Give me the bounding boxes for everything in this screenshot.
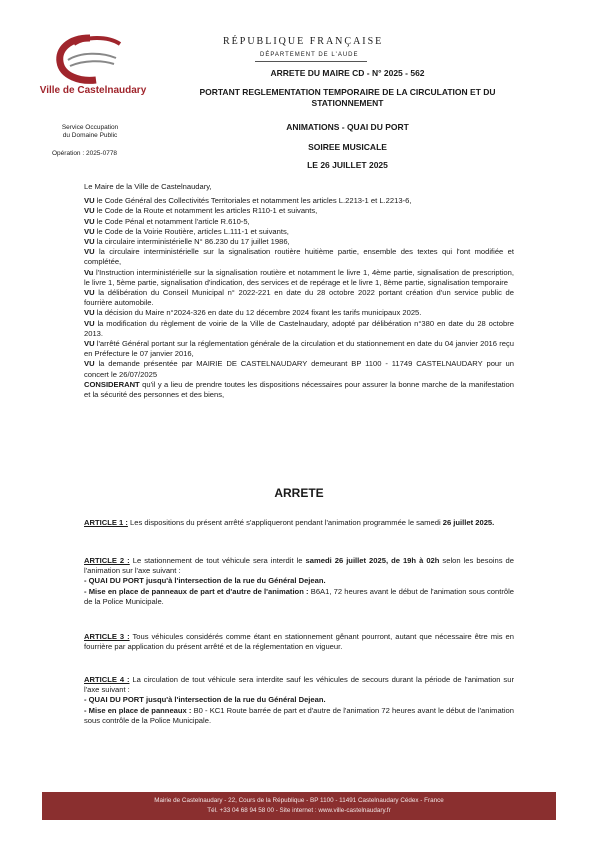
divider: [255, 61, 367, 62]
vu-item: VU le Code de la Voirie Routière, articles L.111-1 et suivants,: [84, 226, 289, 236]
vu-item: VU l'arrêté Général portant sur la réglementation générale de la circulation et du stationnement en date du 04 janvier 2016 reçu en Préfecture le 07 janvier 2016,: [84, 339, 514, 359]
arrete-title: PORTANT REGLEMENTATION TEMPORAIRE DE LA CIRCULATION ET DU STATIONNEMENT: [199, 87, 496, 108]
article-4: ARTICLE 4 : La circulation de tout véhicule sera interdite sauf les véhicules de secours durant la période de l'animation sur l'axe suivant : - QUAI DU PORT jusqu'à l'intersection de la rue du Général Dejean. - Mise en place de panneaux : B0 - KC1 Route barrée de part et d'autre de l'animation 72 heures avant le début de l'animation sous contrôle de la Police Municipale.: [84, 675, 514, 725]
intro: Le Maire de la Ville de Castelnaudary,: [84, 182, 212, 191]
arrete-subject: ANIMATIONS - QUAI DU PORT: [286, 122, 409, 132]
service-name: Service Occupation du Domaine Public: [61, 124, 119, 139]
article-1: ARTICLE 1 : Les dispositions du présent arrêté s'appliqueront pendant l'animation programmée le samedi 26 juillet 2025.: [84, 518, 495, 527]
operation-number: Opération : 2025-0778: [52, 150, 118, 157]
vu-item: Vu l'Instruction interministérielle sur la signalisation routière et notamment le livre 1, 4ème partie, signalisation de prescription, le livre 1, 5ème partie, signalisation d'indication, des services et de repérage et le livre 1, 8ème partie, signalisation temporaire: [84, 267, 514, 287]
preamble: [84, 182, 514, 400]
vu-item: VU le Code Pénal et notamment l'article R.610-5,: [84, 216, 250, 226]
vu-item: VU le Code de la Route et notamment les articles R110-1 et suivants,: [84, 206, 318, 216]
arrete-heading: ARRETE: [274, 486, 324, 500]
vu-list: [84, 196, 514, 400]
vu-item: CONSIDERANT qu'il y a lieu de prendre toutes les dispositions nécessaires pour assurer la bonne marche de la manifestation et la sécurité des personnes et des biens,: [84, 379, 514, 400]
vu-item: VU la décision du Maire n°2024-326 en date du 12 décembre 2024 fixant les tarifs municipaux 2025.: [84, 308, 422, 318]
vu-item: VU la circulaire interministérielle sur la signalisation routière huitième partie, ensemble des textes qui l'ont modifiée et complétée,: [84, 247, 514, 267]
departement-label: DÉPARTEMENT DE L'AUDE: [260, 52, 359, 58]
footer-contact: Tél. +33 04 68 94 58 00 - Site internet : www.ville-castelnaudary.fr: [207, 807, 391, 814]
article-2: ARTICLE 2 : Le stationnement de tout véhicule sera interdit le samedi 26 juillet 2025, de 19h à 02h selon les besoins de l'animation sur l'axe suivant : - QUAI DU PORT jusqu'à l'intersection de la rue du Général Dejean. - Mise en place de panneaux de part et d'autre de l'animation : B6A1, 72 heures avant le début de l'animation sous contrôle de la Police Municipale.: [84, 556, 514, 606]
article-3: ARTICLE 3 : Tous véhicules considérés comme étant en stationnement gênant pourront, autant que nécessaire être mis en fourrière par application du présent arrêté et de la réglementation en vigueur.: [84, 632, 514, 652]
republique-heading: RÉPUBLIQUE FRANÇAISE: [223, 36, 384, 47]
arrete-number: ARRETE DU MAIRE CD - N° 2025 - 562: [270, 68, 425, 78]
city-logo: [50, 32, 130, 86]
city-name: Ville de Castelnaudary: [39, 85, 147, 96]
arrete-subject-2: SOIREE MUSICALE: [308, 142, 387, 152]
footer-address: Mairie de Castelnaudary - 22, Cours de la République - BP 1100 - 11491 Castelnaudary Cédex - France: [154, 797, 444, 804]
vu-item: VU la circulaire interministérielle N° 86.230 du 17 juillet 1986,: [84, 237, 290, 247]
footer: [42, 792, 556, 820]
vu-item: VU la demande présentée par MAIRIE DE CASTELNAUDARY demeurant BP 1100 - 11749 CASTELNAUDARY pour un concert le 26/07/2025: [84, 359, 514, 379]
vu-item: VU la modification du règlement de voirie de la Ville de Castelnaudary, adopté par délibération n°380 en date du 28 octobre 2013.: [84, 318, 514, 338]
vu-item: VU la délibération du Conseil Municipal n° 2022-221 en date du 28 octobre 2022 portant création d'un service public de fourrière automobile.: [84, 288, 514, 308]
arrete-date: LE 26 JUILLET 2025: [307, 160, 388, 170]
vu-item: VU le Code Général des Collectivités Territoriales et notamment les articles L.2213-1 et L.2213-6,: [84, 196, 412, 206]
